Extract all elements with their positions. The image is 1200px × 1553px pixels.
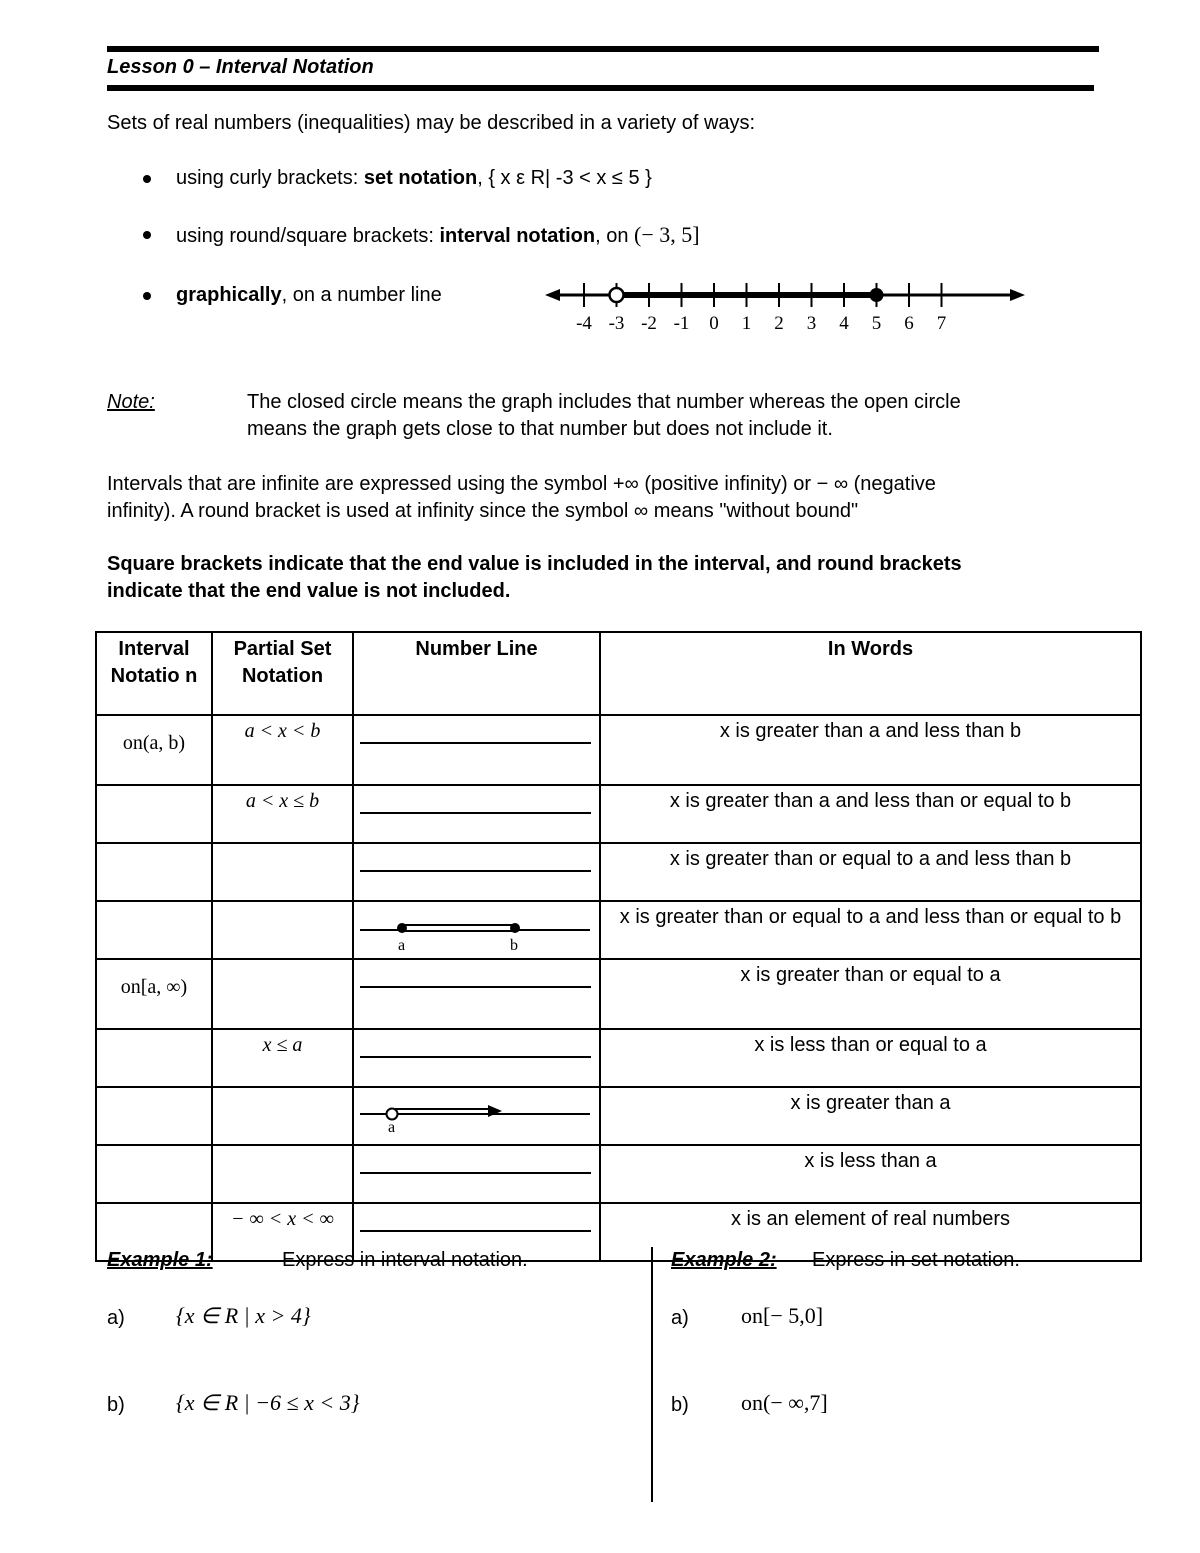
example-2-label: Example 2: xyxy=(671,1249,777,1271)
tick-label: -3 xyxy=(608,313,625,334)
interval-table xyxy=(95,631,1142,1262)
cell-words: x is greater than a xyxy=(600,1087,1141,1145)
bullet-dot xyxy=(143,231,151,239)
cell-partial: x ≤ a xyxy=(212,1029,353,1087)
number-line xyxy=(540,275,1040,340)
cell-partial[interactable] xyxy=(212,959,353,1029)
bullet-dot xyxy=(143,292,151,300)
closed-circle-point xyxy=(870,288,884,302)
example-2a-expression: on[− 5,0] xyxy=(741,1303,824,1328)
page-title: Lesson 0 – Interval Notation xyxy=(107,56,374,78)
cell-words: x is greater than or equal to a and less than or equal to b xyxy=(600,901,1141,959)
bullet-interval-notation xyxy=(176,221,700,250)
cell-interval[interactable] xyxy=(96,1145,212,1203)
tick-label: 6 xyxy=(904,313,914,334)
cell-number-line xyxy=(353,1087,600,1145)
bullet-term: graphically xyxy=(176,284,282,306)
blank-answer-line xyxy=(360,1172,591,1174)
table-row xyxy=(96,843,1141,901)
brackets-line-2: indicate that the end value is not included. xyxy=(107,580,511,602)
cell-number-line[interactable] xyxy=(353,843,600,901)
cell-number-line[interactable] xyxy=(353,959,600,1029)
bullet-text: , on xyxy=(595,225,634,247)
left-arrow-icon xyxy=(545,289,560,301)
right-arrow-icon xyxy=(488,1105,502,1117)
tick-label: -4 xyxy=(576,313,592,334)
cell-number-line xyxy=(353,901,600,959)
bullet-set-notation xyxy=(176,165,652,192)
example-1b-expression: {x ∈ R | −6 ≤ x < 3} xyxy=(176,1390,360,1415)
cell-partial: a < x ≤ b xyxy=(212,785,353,843)
tick-label: 3 xyxy=(806,313,817,334)
open-circle-point xyxy=(610,288,624,302)
label-a: a xyxy=(398,937,406,954)
cell-interval[interactable] xyxy=(96,785,212,843)
tick-label: 4 xyxy=(839,313,849,334)
table-row xyxy=(96,959,1141,1029)
cell-partial: a < x < b xyxy=(212,715,353,785)
table-row xyxy=(96,715,1141,785)
header-interval: Interval Notatio n xyxy=(96,632,212,715)
bullet-graphically xyxy=(176,282,442,309)
cell-words: x is greater than or equal to a and less than b xyxy=(600,843,1141,901)
cell-partial[interactable] xyxy=(212,1145,353,1203)
cell-interval[interactable] xyxy=(96,1029,212,1087)
example-2-prompt: Express in set notation. xyxy=(812,1249,1020,1271)
blank-answer-line xyxy=(360,986,591,988)
blank-answer-line xyxy=(360,1056,591,1058)
cell-interval: on[a, ∞) xyxy=(96,959,212,1029)
bullet-dot xyxy=(143,175,151,183)
cell-words: x is an element of real numbers xyxy=(600,1203,1141,1261)
header-number-line: Number Line xyxy=(353,632,600,715)
header-in-words: In Words xyxy=(600,632,1141,715)
cell-number-line[interactable] xyxy=(353,1029,600,1087)
tick-label: 7 xyxy=(936,313,947,334)
table-row xyxy=(96,1145,1141,1203)
example-1a-label: a) xyxy=(107,1307,125,1329)
bullet-text: , on a number line xyxy=(281,284,442,306)
blank-answer-line xyxy=(360,870,591,872)
open-ray-line-graphic xyxy=(360,1100,592,1140)
closed-closed-line-graphic xyxy=(360,914,592,954)
table-row xyxy=(96,901,1141,959)
cell-partial[interactable] xyxy=(212,901,353,959)
cell-number-line[interactable] xyxy=(353,785,600,843)
blank-answer-line xyxy=(360,1230,591,1232)
example-1a-expression: {x ∈ R | x > 4} xyxy=(176,1303,311,1328)
bullet-expr: (− 3, 5] xyxy=(634,222,700,247)
tick-label: 0 xyxy=(709,313,719,334)
cell-partial[interactable] xyxy=(212,843,353,901)
bullet-text: using round/square brackets: xyxy=(176,225,440,247)
note-label: Note: xyxy=(107,391,155,413)
bullet-term: interval notation xyxy=(439,225,596,247)
cell-words: x is greater than or equal to a xyxy=(600,959,1141,1029)
bullet-text: using curly brackets: xyxy=(176,167,364,189)
table-row xyxy=(96,1087,1141,1145)
infinity-line-2: infinity). A round bracket is used at infinity since the symbol ∞ means "without bound" xyxy=(107,500,859,522)
table-row xyxy=(96,1029,1141,1087)
label-a: a xyxy=(388,1119,396,1136)
tick-label: -2 xyxy=(641,313,657,334)
example-1b-label: b) xyxy=(107,1394,125,1416)
tick-label: 1 xyxy=(741,313,752,334)
cell-words: x is greater than a and less than b xyxy=(600,715,1141,785)
table-row xyxy=(96,785,1141,843)
header-partial-set: Partial Set Notation xyxy=(212,632,353,715)
intro-text: Sets of real numbers (inequalities) may be described in a variety of ways: xyxy=(107,112,756,134)
cell-words: x is less than or equal to a xyxy=(600,1029,1141,1087)
cell-number-line[interactable] xyxy=(353,715,600,785)
tick-label: 2 xyxy=(774,313,784,334)
label-b: b xyxy=(510,937,518,954)
tick-label: 5 xyxy=(871,313,882,334)
cell-partial[interactable] xyxy=(212,1087,353,1145)
cell-words: x is greater than a and less than or equal to b xyxy=(600,785,1141,843)
note-line-1: The closed circle means the graph includes that number whereas the open circle xyxy=(247,391,961,413)
cell-interval: on(a, b) xyxy=(96,715,212,785)
cell-number-line[interactable] xyxy=(353,1145,600,1203)
header-top-rule xyxy=(107,46,1099,52)
right-arrow-icon xyxy=(1010,289,1025,301)
example-2a-label: a) xyxy=(671,1307,689,1329)
example-2b-expression: on(− ∞,7] xyxy=(741,1390,828,1415)
example-1-label: Example 1: xyxy=(107,1249,213,1271)
cell-interval[interactable] xyxy=(96,843,212,901)
open-endpoint-a xyxy=(387,1109,398,1120)
blank-answer-line xyxy=(360,812,591,814)
bullet-term: set notation xyxy=(363,167,478,189)
example-1-prompt: Express in interval notation. xyxy=(282,1249,528,1271)
closed-endpoint-b xyxy=(510,923,520,933)
examples-divider xyxy=(651,1247,653,1502)
tick-label: -1 xyxy=(673,313,690,334)
cell-interval[interactable] xyxy=(96,901,212,959)
cell-partial: − ∞ < x < ∞ xyxy=(212,1203,353,1261)
header-bottom-rule xyxy=(107,85,1094,91)
bullet-expr: , { x ε R| -3 < x ≤ 5 } xyxy=(477,167,652,189)
example-2b-label: b) xyxy=(671,1394,689,1416)
blank-answer-line xyxy=(360,742,591,744)
cell-words: x is less than a xyxy=(600,1145,1141,1203)
table-header-row xyxy=(96,632,1141,715)
cell-interval[interactable] xyxy=(96,1087,212,1145)
closed-endpoint-a xyxy=(397,923,407,933)
note-line-2: means the graph gets close to that number but does not include it. xyxy=(247,418,833,440)
infinity-line-1: Intervals that are infinite are expressed using the symbol +∞ (positive infinity) or − ∞ (negative xyxy=(107,473,936,495)
brackets-line-1: Square brackets indicate that the end value is included in the interval, and round brackets xyxy=(107,553,962,575)
